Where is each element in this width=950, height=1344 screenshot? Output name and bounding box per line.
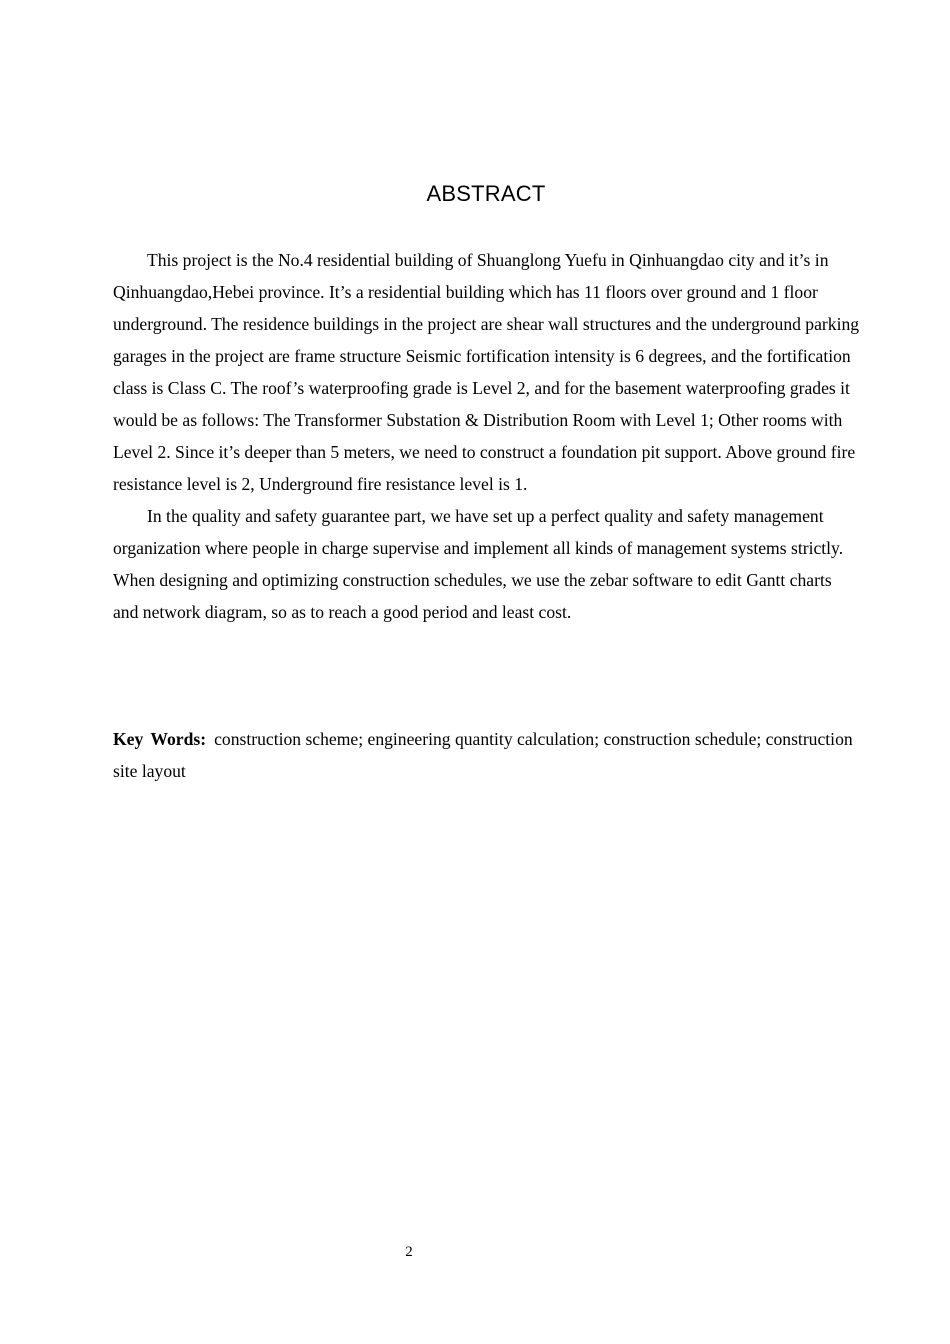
abstract-paragraph-1: This project is the No.4 residential building of Shuanglong Yuefu in Qinhuangdao city and it’s in Qinhuangdao,Hebei province. It’s a residential building which has 11 floors over ground and 1 floor underground. The residence buildings in the project are shear wall structures and the underground parking garages in the project are frame structure Seismic fortification intensity is 6 degrees, and the fortification class is Class C. The roof’s waterproofing grade is Level 2, and for the basement waterproofing grades it would be as follows: The Transformer Substation & Distribution Room with Level 1; Other rooms with Level 2. Since it’s deeper than 5 meters, we need to construct a foundation pit support. Above ground fire resistance level is 2, Underground fire resistance level is 1. xyxy=(113,250,860,494)
keywords-line xyxy=(113,723,861,787)
abstract-body xyxy=(113,244,861,628)
keywords-text: construction scheme; engineering quantity calculation; construction schedule; construction site layout xyxy=(113,729,853,781)
page-title: ABSTRACT xyxy=(426,181,546,206)
abstract-paragraph-2: In the quality and safety guarantee part, we have set up a perfect quality and safety management organization where people in charge supervise and implement all kinds of management systems strictly. When designing and optimizing construction schedules, we use the zebar software to edit Gantt charts and network diagram, so as to reach a good period and least cost. xyxy=(113,506,844,622)
page-number: 2 xyxy=(405,1244,413,1260)
keywords-label: Key Words: xyxy=(113,729,207,749)
